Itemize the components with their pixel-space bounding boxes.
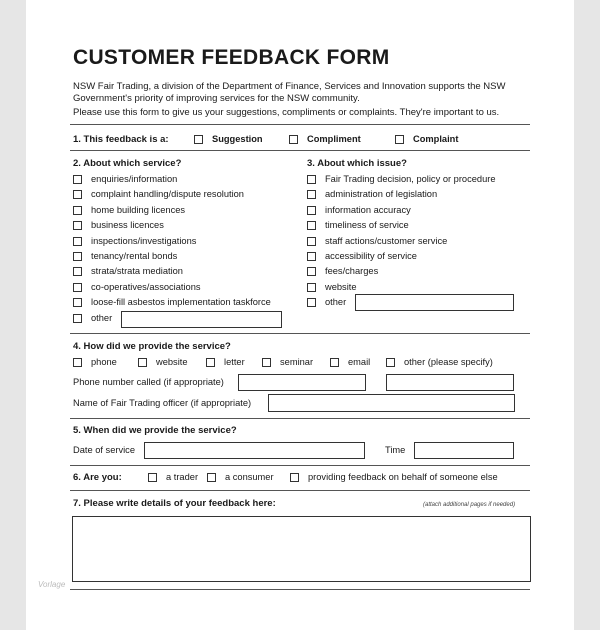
- time-label: Time: [385, 445, 406, 455]
- checkbox[interactable]: [73, 237, 82, 246]
- checkbox[interactable]: [386, 358, 395, 367]
- divider: [70, 150, 530, 151]
- date-of-service-field[interactable]: [144, 442, 365, 459]
- checkbox[interactable]: [290, 473, 299, 482]
- q2-option[interactable]: enquiries/information: [73, 174, 177, 184]
- officer-name-label: Name of Fair Trading officer (if appropriate): [73, 398, 252, 408]
- q6-label: 6. Are you:: [73, 472, 122, 483]
- q2-option[interactable]: tenancy/rental bonds: [73, 251, 177, 261]
- q2-option-other[interactable]: other: [73, 313, 112, 323]
- phone-number-label: Phone number called (if appropriate): [73, 377, 224, 387]
- intro-line-3: Please use this form to give us your suggestions, compliments or complaints. They're important to us.: [73, 107, 500, 118]
- officer-name-field[interactable]: [268, 394, 515, 412]
- checkbox[interactable]: [307, 190, 316, 199]
- q3-label: 3. About which issue?: [307, 158, 407, 169]
- phone-number-field[interactable]: [238, 374, 366, 391]
- divider: [70, 490, 530, 491]
- q3-option[interactable]: information accuracy: [307, 205, 411, 215]
- q1-option-complaint[interactable]: Complaint: [395, 134, 458, 144]
- intro-line-1: NSW Fair Trading, a division of the Department of Finance, Services and Innovation supports the NSW: [73, 81, 506, 92]
- checkbox[interactable]: [206, 358, 215, 367]
- checkbox[interactable]: [138, 358, 147, 367]
- checkbox[interactable]: [307, 221, 316, 230]
- watermark: Vorlage: [38, 580, 66, 589]
- q2-other-field[interactable]: [121, 311, 282, 328]
- q4-label: 4. How did we provide the service?: [73, 341, 231, 352]
- checkbox[interactable]: [307, 298, 316, 307]
- divider: [70, 124, 530, 125]
- checkbox[interactable]: [73, 283, 82, 292]
- form-title: CUSTOMER FEEDBACK FORM: [73, 46, 390, 69]
- q6-option-consumer[interactable]: a consumer: [207, 472, 274, 482]
- q4-option-letter[interactable]: letter: [206, 357, 245, 367]
- divider: [70, 418, 530, 419]
- q4-option-website[interactable]: website: [138, 357, 188, 367]
- q2-option[interactable]: business licences: [73, 220, 164, 230]
- checkbox[interactable]: [207, 473, 216, 482]
- q1-option-compliment[interactable]: Compliment: [289, 134, 361, 144]
- q7-note: (attach additional pages if needed): [423, 502, 516, 508]
- checkbox[interactable]: [194, 135, 203, 144]
- q3-option[interactable]: fees/charges: [307, 266, 378, 276]
- checkbox[interactable]: [148, 473, 157, 482]
- q3-option[interactable]: staff actions/customer service: [307, 236, 447, 246]
- q3-option[interactable]: timeliness of service: [307, 220, 409, 230]
- checkbox[interactable]: [73, 175, 82, 184]
- q6-option-on-behalf[interactable]: providing feedback on behalf of someone else: [290, 472, 498, 482]
- checkbox[interactable]: [307, 175, 316, 184]
- q3-option-other[interactable]: other: [307, 297, 346, 307]
- checkbox[interactable]: [73, 221, 82, 230]
- q3-option[interactable]: administration of legislation: [307, 189, 437, 199]
- q5-label: 5. When did we provide the service?: [73, 425, 237, 436]
- q4-option-phone[interactable]: phone: [73, 357, 117, 367]
- time-field[interactable]: [414, 442, 514, 459]
- checkbox[interactable]: [307, 283, 316, 292]
- checkbox[interactable]: [73, 267, 82, 276]
- q2-option[interactable]: strata/strata mediation: [73, 266, 183, 276]
- q2-option[interactable]: co-operatives/associations: [73, 282, 201, 292]
- q7-label: 7. Please write details of your feedback here:: [73, 498, 276, 509]
- feedback-details-textarea[interactable]: [72, 516, 531, 582]
- q3-option[interactable]: accessibility of service: [307, 251, 417, 261]
- checkbox[interactable]: [73, 206, 82, 215]
- q3-option[interactable]: Fair Trading decision, policy or procedure: [307, 174, 496, 184]
- checkbox[interactable]: [73, 298, 82, 307]
- divider: [70, 465, 530, 466]
- divider: [70, 589, 530, 590]
- q3-option[interactable]: website: [307, 282, 357, 292]
- q4-other-specify-field[interactable]: [386, 374, 514, 391]
- q1-label: 1. This feedback is a:: [73, 134, 169, 145]
- checkbox[interactable]: [262, 358, 271, 367]
- checkbox[interactable]: [330, 358, 339, 367]
- checkbox[interactable]: [73, 190, 82, 199]
- checkbox[interactable]: [307, 267, 316, 276]
- q2-option[interactable]: inspections/investigations: [73, 236, 196, 246]
- q2-option[interactable]: complaint handling/dispute resolution: [73, 189, 244, 199]
- checkbox[interactable]: [289, 135, 298, 144]
- q6-option-trader[interactable]: a trader: [148, 472, 198, 482]
- q4-option-email[interactable]: email: [330, 357, 370, 367]
- q2-label: 2. About which service?: [73, 158, 182, 169]
- checkbox[interactable]: [307, 252, 316, 261]
- q1-option-suggestion[interactable]: Suggestion: [194, 134, 263, 144]
- checkbox[interactable]: [395, 135, 404, 144]
- q4-option-other[interactable]: other (please specify): [386, 357, 493, 367]
- checkbox[interactable]: [73, 314, 82, 323]
- q2-option[interactable]: home building licences: [73, 205, 185, 215]
- checkbox[interactable]: [73, 358, 82, 367]
- q4-option-seminar[interactable]: seminar: [262, 357, 313, 367]
- intro-line-2: Government's priority of improving services for the NSW community.: [73, 93, 360, 104]
- q2-option[interactable]: loose-fill asbestos implementation taskforce: [73, 297, 271, 307]
- date-of-service-label: Date of service: [73, 445, 136, 455]
- checkbox[interactable]: [307, 237, 316, 246]
- checkbox[interactable]: [73, 252, 82, 261]
- checkbox[interactable]: [307, 206, 316, 215]
- q3-other-field[interactable]: [355, 294, 514, 311]
- divider: [70, 333, 530, 334]
